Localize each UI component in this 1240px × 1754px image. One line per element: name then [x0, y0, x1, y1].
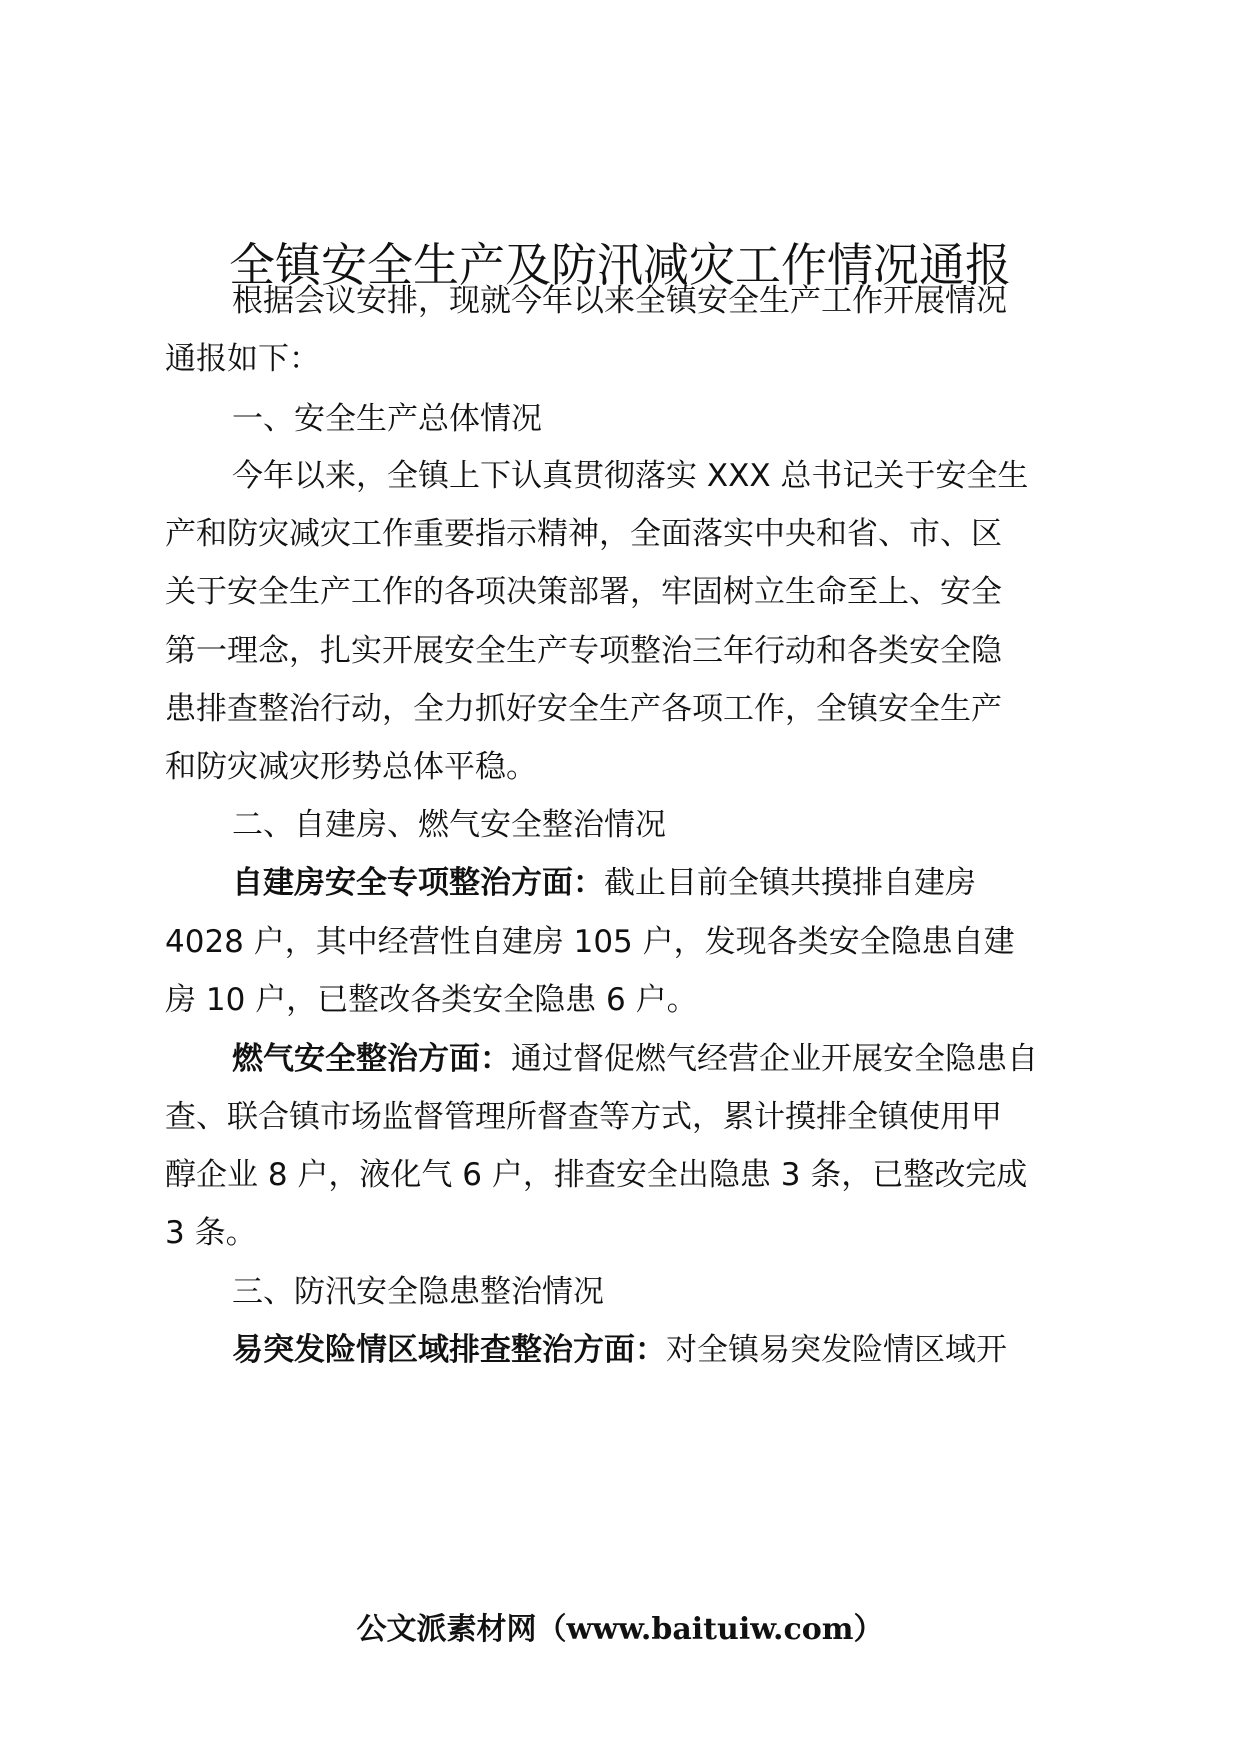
- paragraph-line-with-lead: [232, 1034, 1038, 1084]
- bold-lead-self-built: 自建房安全专项整治方面：: [232, 865, 604, 901]
- paragraph-line: 3 条。: [165, 1215, 257, 1251]
- paragraph-line: 房 10 户，已整改各类安全隐患 6 户。: [165, 982, 698, 1018]
- footer-site-name: 公文派素材网（: [356, 1612, 567, 1647]
- paragraph-line: 产和防灾减灾工作重要指示精神，全面落实中央和省、市、区: [165, 516, 1002, 552]
- footer-url: www.baituiw.com: [566, 1612, 854, 1647]
- paragraph-text: 对全镇易突发险情区域开: [666, 1332, 1007, 1368]
- paragraph-line: 查、联合镇市场监督管理所督查等方式，累计摸排全镇使用甲: [165, 1099, 1002, 1135]
- paragraph-line: 通报如下：: [165, 341, 320, 377]
- paragraph-line: 和防灾减灾形势总体平稳。: [165, 749, 537, 785]
- document-title: 全镇安全生产及防汛减灾工作情况通报: [229, 238, 1011, 292]
- paragraph-line: 4028 户，其中经营性自建房 105 户，发现各类安全隐患自建: [165, 924, 1015, 960]
- paragraph-line: 根据会议安排，现就今年以来全镇安全生产工作开展情况: [232, 283, 1007, 319]
- section-heading-2: 二、自建房、燃气安全整治情况: [232, 807, 666, 843]
- paragraph-line: 患排查整治行动，全力抓好安全生产各项工作，全镇安全生产: [165, 691, 1002, 727]
- bold-lead-risk-area: 易突发险情区域排查整治方面：: [232, 1332, 666, 1368]
- footer-close-paren: ）: [853, 1612, 884, 1647]
- paragraph-line-with-lead: [232, 858, 976, 908]
- paragraph-text: 通过督促燃气经营企业开展安全隐患自: [511, 1041, 1038, 1077]
- bold-lead-gas: 燃气安全整治方面：: [232, 1041, 511, 1077]
- paragraph-line: 醇企业 8 户，液化气 6 户，排查安全出隐患 3 条，已整改完成: [165, 1157, 1028, 1193]
- paragraph-text: 截止目前全镇共摸排自建房: [604, 865, 976, 901]
- section-heading-1: 一、安全生产总体情况: [232, 401, 542, 437]
- paragraph-line: 第一理念，扎实开展安全生产专项整治三年行动和各类安全隐: [165, 633, 1002, 669]
- footer-watermark: [0, 1605, 1240, 1655]
- section-heading-3: 三、防汛安全隐患整治情况: [232, 1274, 604, 1310]
- paragraph-line: 关于安全生产工作的各项决策部署，牢固树立生命至上、安全: [165, 574, 1002, 610]
- paragraph-line: 今年以来，全镇上下认真贯彻落实 XXX 总书记关于安全生: [232, 458, 1029, 494]
- paragraph-line-with-lead: [232, 1325, 1007, 1375]
